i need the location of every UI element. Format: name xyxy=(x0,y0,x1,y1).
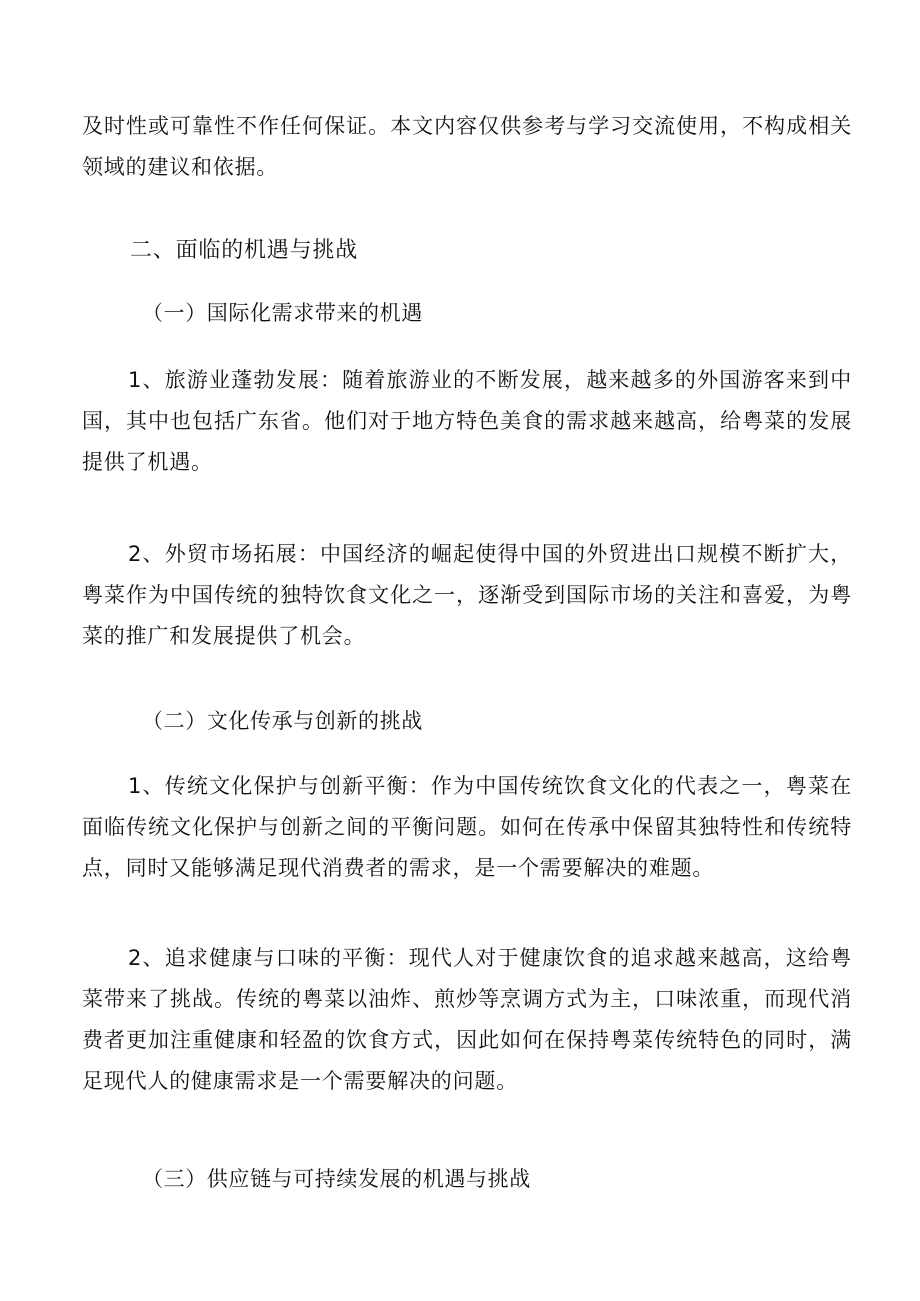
subsection-heading-culture: （二）文化传承与创新的挑战 xyxy=(142,709,423,733)
paragraph-foreign-trade: 2、外贸市场拓展：中国经济的崛起使得中国的外贸进出口规模不断扩大，粤菜作为中国传统的独特饮食文化之一，逐渐受到国际市场的关注和喜爱，为粤菜的推广和发展提供了机会。 xyxy=(82,542,852,648)
paragraph-tourism: 1、旅游业蓬勃发展：随着旅游业的不断发展，越来越多的外国游客来到中国，其中也包括广东省。他们对于地方特色美食的需求越来越高，给粤菜的发展提供了机遇。 xyxy=(82,368,852,474)
subsection-heading-supply-chain: （三）供应链与可持续发展的机遇与挑战 xyxy=(142,1167,531,1191)
intro-paragraph: 及时性或可靠性不作任何保证。本文内容仅供参考与学习交流使用，不构成相关领域的建议和依据。 xyxy=(82,114,852,179)
paragraph-tradition-innovation: 1、传统文化保护与创新平衡：作为中国传统饮食文化的代表之一，粤菜在面临传统文化保护与创新之间的平衡问题。如何在传承中保留其独特性和传统特点，同时又能够满足现代消费者的需求，是一个需要解决的难题。 xyxy=(82,774,852,880)
section-heading-challenges: 二、面临的机遇与挑战 xyxy=(130,238,359,263)
subsection-heading-internationalization: （一）国际化需求带来的机遇 xyxy=(142,301,423,325)
paragraph-health-taste: 2、追求健康与口味的平衡：现代人对于健康饮食的追求越来越高，这给粤菜带来了挑战。传统的粤菜以油炸、煎炒等烹调方式为主，口味浓重，而现代消费者更加注重健康和轻盈的饮食方式，因此如何在保持粤菜传统特色的同时，满足现代人的健康需求是一个需要解决的问题。 xyxy=(82,946,852,1093)
